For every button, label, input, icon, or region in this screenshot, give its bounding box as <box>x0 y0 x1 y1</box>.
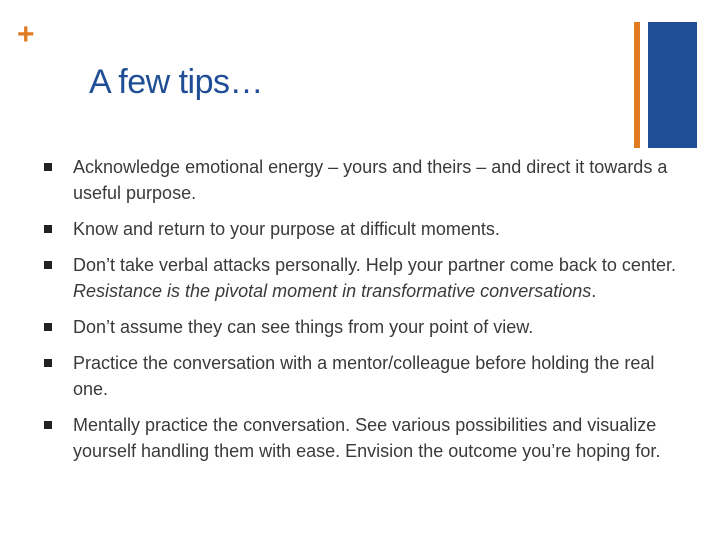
tip-text: Practice the conversation with a mentor/colleague before holding the real one. <box>73 353 655 399</box>
square-bullet-icon <box>44 359 52 367</box>
tip-text: Acknowledge emotional energy – yours and theirs – and direct it towards a useful purpose. <box>73 157 668 203</box>
tip-text-end: . <box>591 281 597 301</box>
accent-bar-orange <box>634 22 640 148</box>
tip-item <box>44 216 694 242</box>
tip-item <box>44 412 694 464</box>
tip-item <box>44 314 694 340</box>
plus-icon: + <box>17 18 35 51</box>
tip-text: Don’t take verbal attacks personally. Help your partner come back to center. <box>73 255 676 275</box>
tip-text-emphasis: Resistance is the pivotal moment in transformative conversations <box>73 281 592 301</box>
tip-item <box>44 154 694 206</box>
tip-item <box>44 252 694 304</box>
square-bullet-icon <box>44 163 52 171</box>
square-bullet-icon <box>44 225 52 233</box>
tip-text: Mentally practice the conversation. See various possibilities and visualize yourself handling them with ease. Envision the outcome you’re hoping for. <box>73 415 661 461</box>
square-bullet-icon <box>44 261 52 269</box>
accent-bar-blue <box>648 22 697 148</box>
tip-text: Don’t assume they can see things from your point of view. <box>73 317 534 337</box>
tip-item <box>44 350 694 402</box>
square-bullet-icon <box>44 323 52 331</box>
tips-list <box>44 154 694 474</box>
tip-text: Know and return to your purpose at difficult moments. <box>73 219 500 239</box>
square-bullet-icon <box>44 421 52 429</box>
slide-title: A few tips… <box>89 63 264 101</box>
